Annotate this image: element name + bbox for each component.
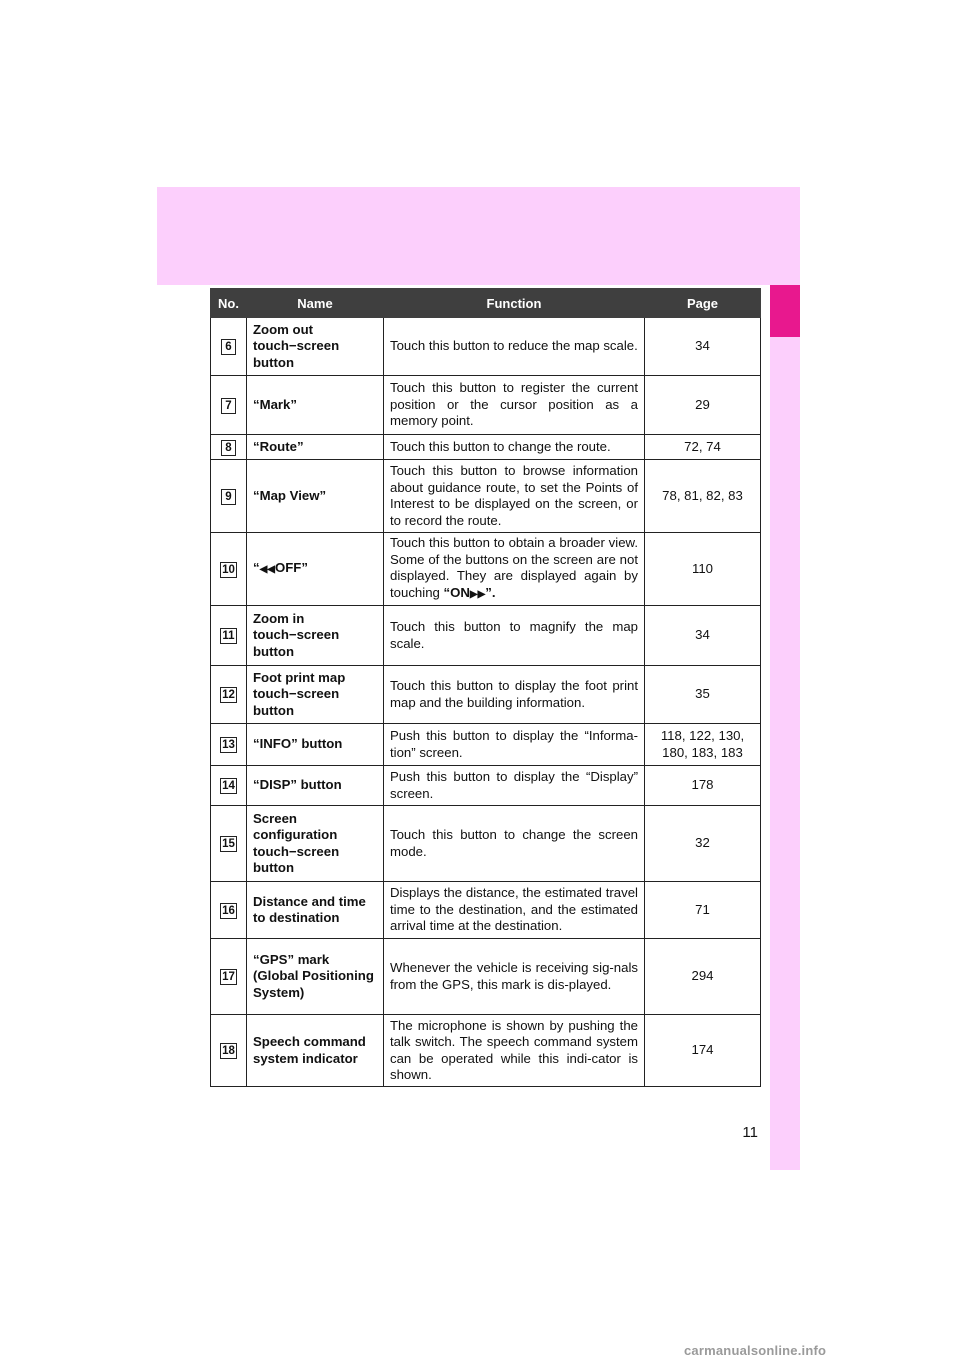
watermark: carmanualsonline.info [684, 1343, 827, 1358]
item-number: 10 [222, 563, 235, 576]
item-name: Foot print map touch−screen button [247, 666, 384, 724]
item-function: Touch this button to display the foot print map and the building information. [384, 666, 645, 724]
item-page: 35 [645, 666, 761, 724]
item-page: 178 [645, 766, 761, 806]
item-function: Touch this button to browse information about guidance route, to set the Points of Interest to be displayed on the screen, or to record the route. [384, 460, 645, 533]
item-page: 78, 81, 82, 83 [645, 460, 761, 533]
item-function: Push this button to display the “Informa-tion” screen. [384, 724, 645, 766]
item-function: Touch this button to reduce the map scale. [384, 318, 645, 376]
rewind-arrows-icon: ◀◀ [259, 563, 275, 575]
item-function: Touch this button to magnify the map scale. [384, 606, 645, 666]
item-page: 29 [645, 376, 761, 435]
item-name: “Route” [247, 435, 384, 460]
table-row [211, 533, 761, 606]
page-header-band [157, 187, 800, 285]
table-row [211, 606, 761, 666]
item-number: 15 [222, 838, 235, 850]
item-name: “Mark” [247, 376, 384, 435]
item-name: Zoom out touch−screen button [247, 318, 384, 376]
page-number: 11 [742, 1124, 758, 1141]
item-function: Displays the distance, the estimated travel time to the destination, and the estimated arrival time at the destination. [384, 882, 645, 939]
item-number: 6 [221, 339, 236, 355]
item-page: 294 [645, 939, 761, 1015]
table-row [211, 766, 761, 806]
forward-arrows-icon: ▶▶ [469, 588, 486, 600]
item-name: “GPS” mark (Global Positioning System) [247, 939, 384, 1015]
item-number: 14 [222, 780, 235, 792]
item-name: Zoom in touch−screen button [247, 606, 384, 666]
item-name: “DISP” button [247, 766, 384, 806]
item-number: 17 [222, 971, 235, 983]
side-index-strip [770, 285, 800, 1170]
item-number: 8 [221, 440, 236, 456]
item-page: 174 [645, 1015, 761, 1087]
item-page: 34 [645, 318, 761, 376]
function-table [210, 288, 761, 1087]
chapter-tab [770, 285, 800, 337]
table-row [211, 724, 761, 766]
item-function: Touch this button to register the current position or the cursor position as a memory point. [384, 376, 645, 435]
item-page: 71 [645, 882, 761, 939]
item-number: 18 [222, 1045, 235, 1057]
table-row [211, 376, 761, 435]
item-page: 34 [645, 606, 761, 666]
table-row [211, 806, 761, 882]
table-row [211, 318, 761, 376]
item-page: 110 [645, 533, 761, 606]
item-number: 9 [221, 489, 236, 505]
item-function: Touch this button to obtain a broader view. Some of the buttons on the screen are not displayed. They are displayed again by touching “ON▶▶”. [384, 533, 645, 606]
item-page: 72, 74 [645, 435, 761, 460]
table-row [211, 1015, 761, 1087]
item-function: The microphone is shown by pushing the talk switch. The speech command system can be operated while this indi-cator is shown. [384, 1015, 645, 1087]
item-name: “INFO” button [247, 724, 384, 766]
item-name: “Map View” [247, 460, 384, 533]
table-header-row [211, 289, 761, 318]
item-function: Push this button to display the “Display” screen. [384, 766, 645, 806]
item-number: 16 [222, 904, 235, 917]
table-row [211, 435, 761, 460]
header-page: Page [645, 289, 761, 318]
item-number: 7 [221, 398, 236, 414]
item-name: Distance and time to destination [247, 882, 384, 939]
item-number: 13 [222, 739, 235, 751]
table-row [211, 939, 761, 1015]
header-function: Function [384, 289, 645, 318]
item-name: Speech command system indicator [247, 1015, 384, 1087]
item-name: “◀◀OFF” [247, 533, 384, 606]
item-number: 12 [222, 689, 235, 701]
item-function: Touch this button to change the route. [384, 435, 645, 460]
header-no: No. [211, 289, 247, 318]
item-function: Touch this button to change the screen mode. [384, 806, 645, 882]
header-name: Name [247, 289, 384, 318]
item-page: 32 [645, 806, 761, 882]
table-row [211, 666, 761, 724]
item-page: 118, 122, 130, 180, 183, 183 [645, 724, 761, 766]
table-row [211, 882, 761, 939]
item-function: Whenever the vehicle is receiving sig-nals from the GPS, this mark is dis-played. [384, 939, 645, 1015]
item-number: 11 [222, 630, 235, 642]
table-row [211, 460, 761, 533]
item-name: Screen configuration touch−screen button [247, 806, 384, 882]
